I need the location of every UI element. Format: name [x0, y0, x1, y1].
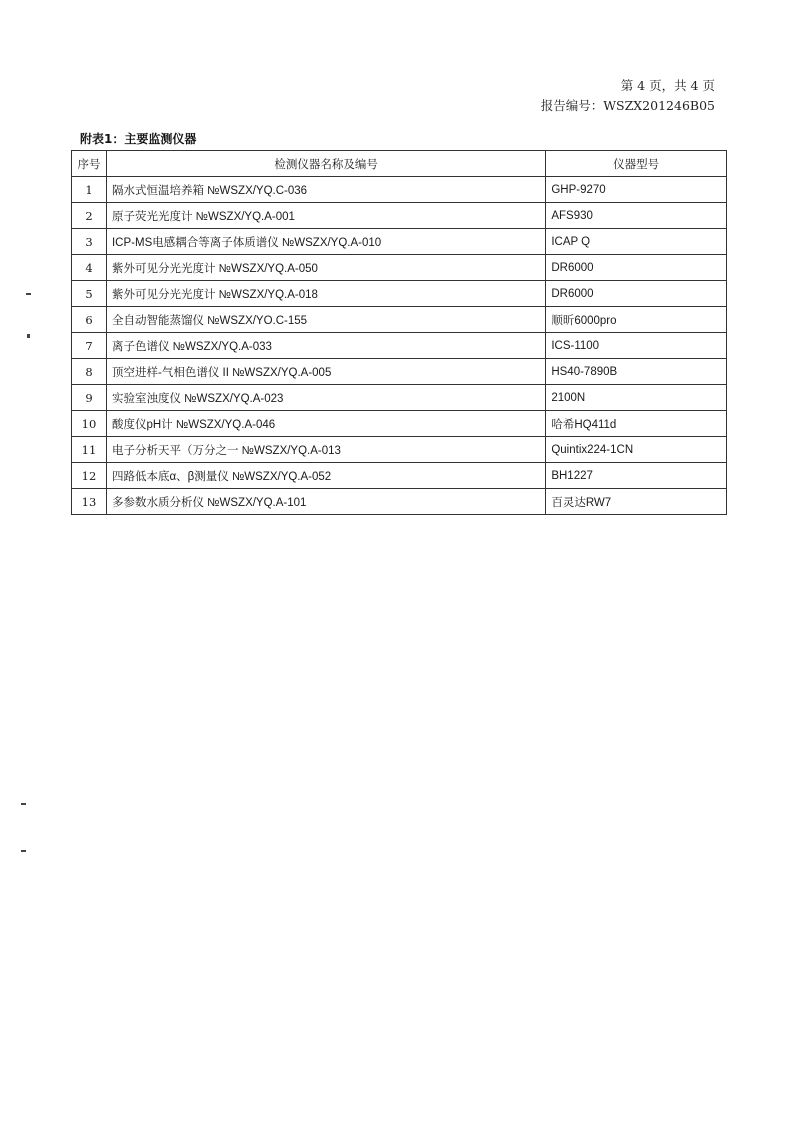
table-row: [72, 359, 727, 385]
instrument-name: ICP-MS电感耦合等离子体质谱仪 №WSZX/YQ.A-010: [106, 229, 545, 255]
instrument-name: 全自动智能蒸馏仪 №WSZX/YO.C-155: [106, 307, 545, 333]
instrument-name: 原子荧光光度计 №WSZX/YQ.A-001: [106, 203, 545, 229]
row-number: 11: [72, 437, 107, 463]
instrument-model: HS40-7890B: [546, 359, 727, 385]
instrument-name: 酸度仪pH计 №WSZX/YQ.A-046: [106, 411, 545, 437]
instrument-model: BH1227: [546, 463, 727, 489]
instrument-table: [71, 150, 727, 515]
table-row: [72, 307, 727, 333]
row-number: 8: [72, 359, 107, 385]
instrument-name: 多参数水质分析仪 №WSZX/YQ.A-101: [106, 489, 545, 515]
instrument-name: 离子色谱仪 №WSZX/YQ.A-033: [106, 333, 545, 359]
row-number: 6: [72, 307, 107, 333]
header-instrument-model: 仪器型号: [546, 151, 727, 177]
instrument-name: 电子分析天平（万分之一 №WSZX/YQ.A-013: [106, 437, 545, 463]
row-number: 13: [72, 489, 107, 515]
row-number: 7: [72, 333, 107, 359]
instrument-model: DR6000: [546, 255, 727, 281]
appendix-title: 附表1：主要监测仪器: [80, 132, 197, 146]
instrument-name: 紫外可见分光光度计 №WSZX/YQ.A-050: [106, 255, 545, 281]
row-number: 5: [72, 281, 107, 307]
instrument-model: 2100N: [546, 385, 727, 411]
instrument-model: DR6000: [546, 281, 727, 307]
row-number: 12: [72, 463, 107, 489]
row-number: 4: [72, 255, 107, 281]
table-row: [72, 255, 727, 281]
instrument-name: 隔水式恒温培养箱 №WSZX/YQ.C-036: [106, 177, 545, 203]
instrument-model: ICAP Q: [546, 229, 727, 255]
table-row: [72, 385, 727, 411]
row-number: 1: [72, 177, 107, 203]
row-number: 9: [72, 385, 107, 411]
instrument-name: 四路低本底α、β测量仪 №WSZX/YQ.A-052: [106, 463, 545, 489]
table-row: [72, 463, 727, 489]
scan-mark: [26, 293, 31, 295]
instrument-model: ICS-1100: [546, 333, 727, 359]
scan-mark: [21, 850, 26, 852]
table-row: [72, 203, 727, 229]
table-row: [72, 229, 727, 255]
page-header: [541, 76, 715, 116]
row-number: 2: [72, 203, 107, 229]
instrument-model: 百灵达RW7: [546, 489, 727, 515]
table-header-row: [72, 151, 727, 177]
scan-mark: [27, 334, 30, 338]
instrument-name: 实验室浊度仪 №WSZX/YQ.A-023: [106, 385, 545, 411]
table-row: [72, 177, 727, 203]
row-number: 10: [72, 411, 107, 437]
page-number: 第 4 页，共 4 页: [620, 78, 715, 93]
instrument-name: 紫外可见分光光度计 №WSZX/YQ.A-018: [106, 281, 545, 307]
instrument-model: GHP-9270: [546, 177, 727, 203]
report-number: 报告编号：WSZX201246B05: [540, 98, 715, 113]
table-row: [72, 281, 727, 307]
header-instrument-name: 检测仪器名称及编号: [106, 151, 545, 177]
instrument-name: 顶空进样-气相色谱仪 II №WSZX/YQ.A-005: [106, 359, 545, 385]
instrument-model: Quintix224-1CN: [546, 437, 727, 463]
instrument-model: AFS930: [546, 203, 727, 229]
instrument-model: 顺昕6000pro: [546, 307, 727, 333]
table-row: [72, 437, 727, 463]
header-serial-number: 序号: [72, 151, 107, 177]
scan-mark: [21, 803, 26, 805]
instrument-model: 哈希HQ411d: [546, 411, 727, 437]
table-row: [72, 333, 727, 359]
table-row: [72, 489, 727, 515]
table-row: [72, 411, 727, 437]
row-number: 3: [72, 229, 107, 255]
